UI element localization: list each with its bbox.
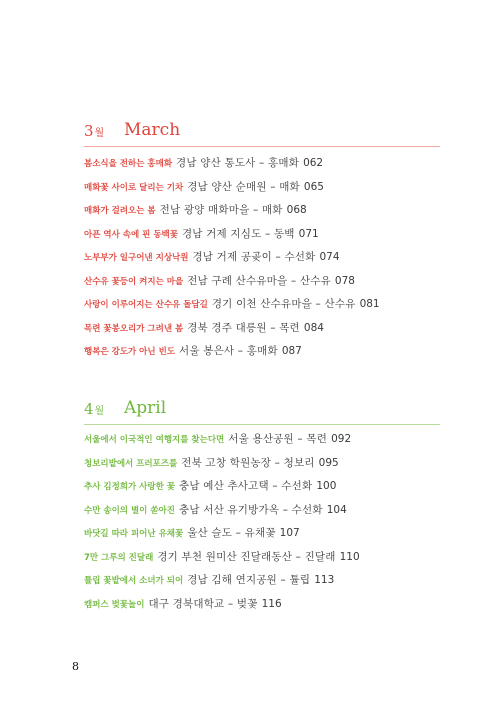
entry-location: 전남 구례 산수유마을 – 산수유 (187, 274, 331, 287)
toc-entry[interactable] (84, 502, 444, 526)
toc-entry[interactable] (84, 343, 444, 367)
month-number: 3월 (84, 122, 105, 140)
april-entry-list (84, 431, 444, 619)
section-divider (84, 146, 440, 147)
entry-location: 전남 광양 매화마을 – 매화 (159, 204, 283, 216)
entry-page-number: 084 (303, 321, 324, 334)
april-section (0, 398, 500, 610)
entry-location: 경기 이천 산수유마을 – 산수유 (211, 298, 356, 310)
toc-entry[interactable] (84, 320, 444, 344)
entry-page-number: 065 (303, 180, 324, 193)
toc-entry[interactable] (84, 549, 444, 573)
entry-title: 튤립 꽃밭에서 소녀가 되어 (84, 576, 184, 586)
entry-location: 경남 거제 공곶이 – 수선화 (192, 251, 316, 263)
month-number: 4월 (84, 400, 105, 418)
entry-location: 충남 예산 추사고택 – 수선화 (179, 480, 313, 492)
entry-location: 서울 용산공원 – 목련 (228, 433, 328, 445)
entry-title: 행복은 강도가 아닌 빈도 (84, 347, 175, 357)
page-number: 8 (72, 660, 79, 673)
toc-entry[interactable] (84, 596, 444, 620)
entry-title: 아픈 역사 속에 핀 동백꽃 (84, 229, 178, 240)
entry-title: 추사 김정희가 사랑한 꽃 (84, 482, 175, 492)
toc-entry[interactable] (84, 179, 444, 203)
entry-page-number: 104 (326, 503, 347, 516)
entry-page-number: 071 (298, 227, 319, 240)
entry-title: 청보리밭에서 프러포즈를 (84, 458, 178, 469)
entry-page-number: 087 (281, 345, 302, 357)
entry-title: 봄소식을 전하는 홍매화 (84, 159, 173, 169)
entry-page-number: 095 (318, 456, 339, 469)
march-header (84, 122, 440, 148)
entry-title: 목련 꽃봉오리가 그려낸 봄 (84, 323, 184, 334)
entry-page-number: 113 (314, 574, 335, 586)
toc-entry[interactable] (84, 525, 444, 549)
entry-title: 노부부가 일구어낸 지상낙원 (84, 253, 189, 263)
toc-entry[interactable] (84, 455, 444, 479)
entry-location: 경남 양산 순매원 – 매화 (187, 180, 300, 193)
entry-location: 경남 김해 연지공원 – 튤립 (187, 574, 311, 586)
entry-location: 경북 경주 대릉원 – 목련 (187, 321, 300, 334)
month-name: April (124, 398, 167, 418)
entry-page-number: 068 (286, 204, 307, 216)
entry-location: 대구 경북대학교 – 벚꽃 (148, 597, 258, 610)
entry-location: 전북 고창 학원농장 – 청보리 (181, 456, 315, 469)
entry-title: 산수유 꽃등이 켜지는 마을 (84, 276, 184, 287)
entry-page-number: 081 (359, 298, 380, 310)
entry-title: 매화꽃 사이로 달리는 기차 (84, 182, 184, 193)
entry-title: 사랑이 이루어지는 산수유 돌담길 (84, 300, 208, 310)
section-divider (84, 424, 440, 425)
entry-location: 서울 봉은사 – 홍매화 (179, 345, 278, 357)
toc-entry[interactable] (84, 273, 444, 297)
entry-page-number: 100 (316, 480, 337, 492)
toc-entry[interactable] (84, 296, 444, 320)
entry-location: 경기 부천 원미산 진달래동산 – 진달래 (157, 550, 336, 563)
toc-entry[interactable] (84, 431, 444, 455)
entry-title: 7만 그루의 진달래 (84, 552, 154, 563)
entry-page-number: 116 (261, 597, 282, 610)
entry-title: 수만 송이의 별이 쏟아진 (84, 505, 175, 516)
toc-entry[interactable] (84, 226, 444, 250)
entry-page-number: 107 (279, 527, 300, 539)
toc-entry[interactable] (84, 202, 444, 226)
entry-title: 서울에서 이국적인 여행지를 찾는다면 (84, 435, 225, 445)
entry-title: 매화가 걸려오는 봄 (84, 206, 156, 216)
entry-location: 경남 거제 지심도 – 동백 (181, 227, 295, 240)
toc-entry[interactable] (84, 155, 444, 179)
entry-page-number: 074 (319, 251, 340, 263)
march-entry-list (84, 155, 444, 367)
entry-page-number: 110 (339, 550, 360, 563)
entry-location: 경남 양산 통도사 – 홍매화 (176, 157, 300, 169)
entry-location: 울산 슬도 – 유채꽃 (187, 527, 276, 539)
entry-page-number: 062 (303, 157, 324, 169)
entry-location: 충남 서산 유기방가옥 – 수선화 (179, 503, 323, 516)
entry-page-number: 078 (334, 274, 355, 287)
toc-entry[interactable] (84, 572, 444, 596)
toc-entry[interactable] (84, 249, 444, 273)
month-name: March (124, 120, 181, 140)
entry-title: 바닷길 따라 피어난 유채꽃 (84, 529, 184, 539)
april-header (84, 400, 440, 426)
march-section (0, 120, 500, 357)
toc-entry[interactable] (84, 478, 444, 502)
entry-page-number: 092 (331, 433, 352, 445)
entry-title: 캠퍼스 벚꽃놀이 (84, 599, 145, 610)
